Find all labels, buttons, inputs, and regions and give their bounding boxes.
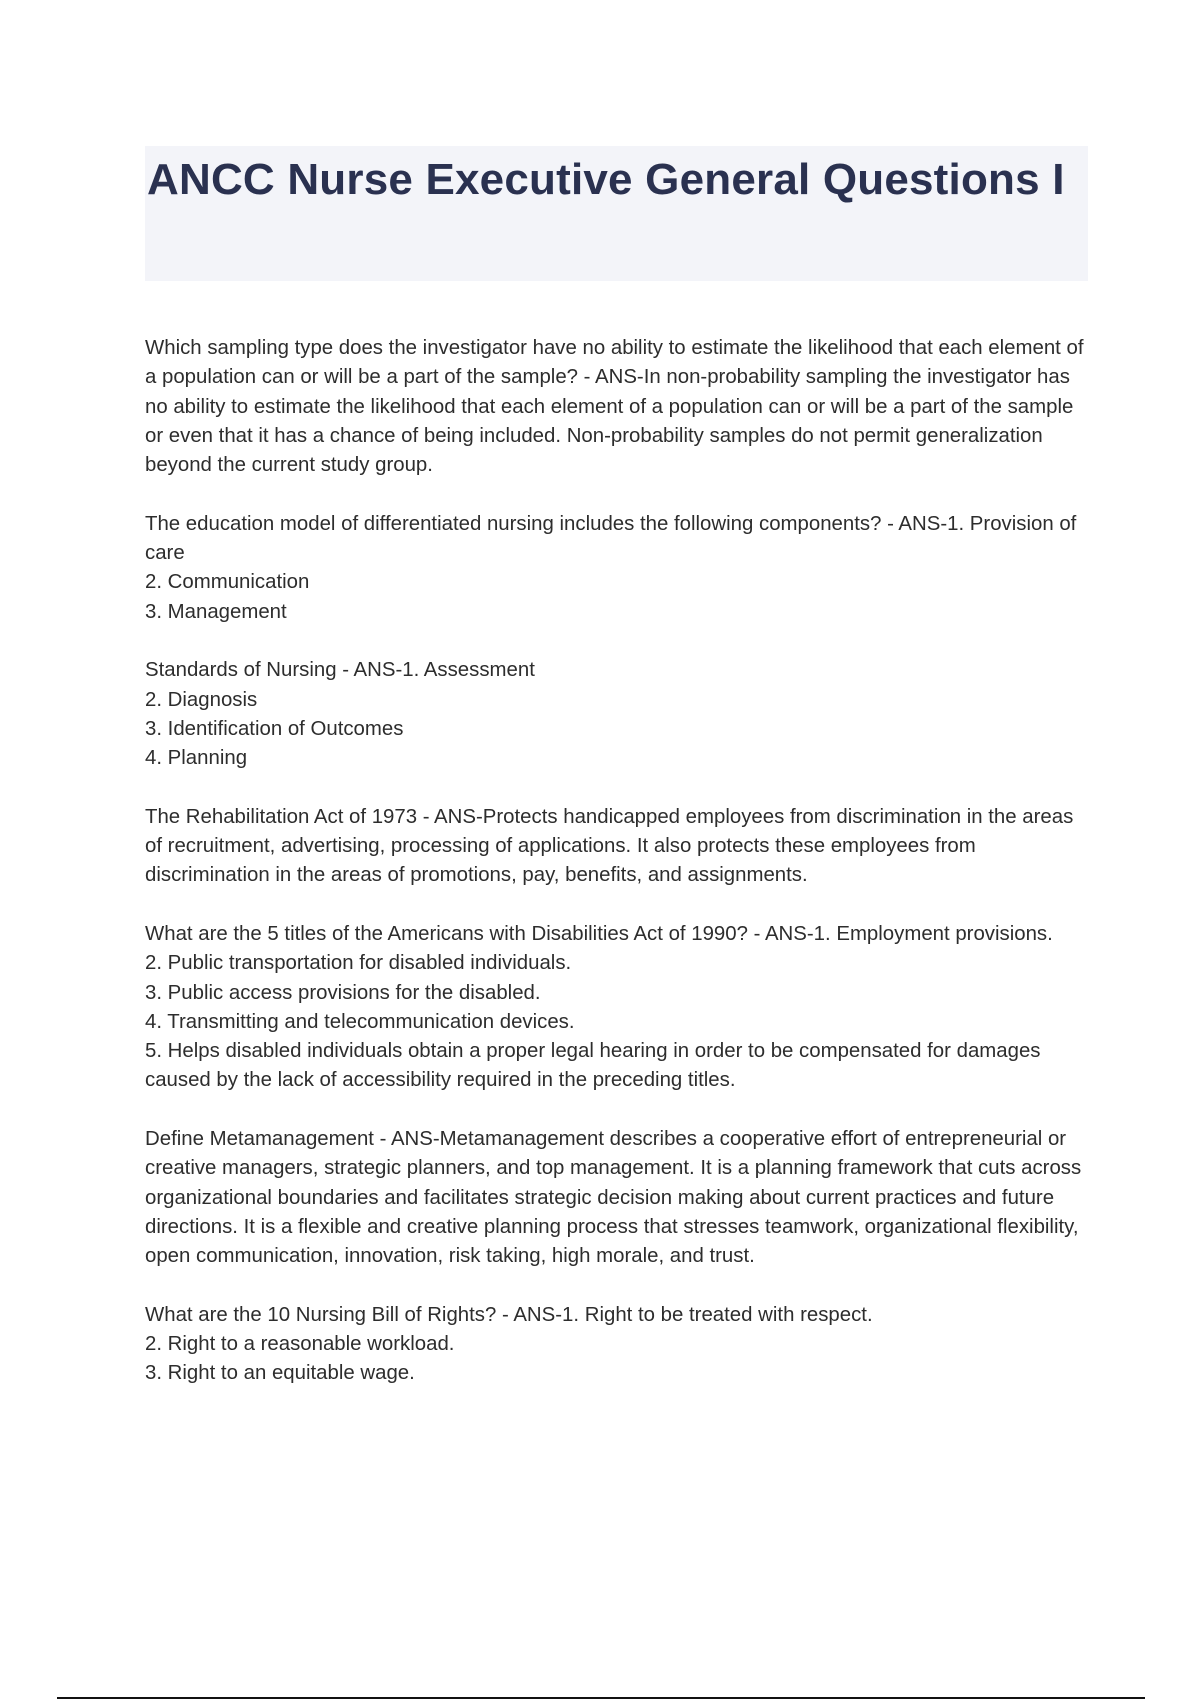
qa-entry-sampling: Which sampling type does the investigator have no ability to estimate the likelihood that each element of a population can or will be a part of the sample? - ANS-In non-probability sampling the investigator has no ability to estimate the likelihood that each element of a population can or will be a part of the sample or even that it has a chance of being included. Non-probability samples do not permit generalization beyond the current study group. bbox=[145, 337, 1084, 477]
qa-entry-rehabilitation-act: The Rehabilitation Act of 1973 - ANS-Protects handicapped employees from discrimination in the areas of recruitment, advertising, processing of applications. It also protects these employees from discrimination in the areas of promotions, pay, benefits, and assignments. bbox=[145, 805, 1074, 887]
qa-entry-nursing-bill-of-rights: What are the 10 Nursing Bill of Rights? - ANS-1. Right to be treated with respect. 2. Right to a reasonable workload. 3. Right to an equitable wage. bbox=[145, 1303, 873, 1385]
document-body bbox=[145, 334, 1095, 1418]
qa-entry-standards-of-nursing: Standards of Nursing - ANS-1. Assessment 2. Diagnosis 3. Identification of Outcomes 4. Planning bbox=[145, 659, 535, 770]
qa-entry-ada-titles: What are the 5 titles of the Americans with Disabilities Act of 1990? - ANS-1. Employment provisions. 2. Public transportation for disabled individuals. 3. Public access provisions for the disabled. 4. Transmitting and telecommunication devices. 5. Helps disabled individuals obtain a proper legal hearing in order to be compensated for damages caused by the lack of accessibility required in the preceding titles. bbox=[145, 922, 1053, 1092]
qa-entry-education-model: The education model of differentiated nursing includes the following components? - ANS-1. Provision of care 2. Communication 3. Management bbox=[145, 512, 1077, 623]
page-bottom-divider bbox=[57, 1697, 1145, 1699]
qa-entry-metamanagement: Define Metamanagement - ANS-Metamanagement describes a cooperative effort of entrepreneurial or creative managers, strategic planners, and top management. It is a planning framework that cuts across organizational boundaries and facilitates strategic decision making about current practices and future directions. It is a flexible and creative planning process that stresses teamwork, organizational flexibility, open communication, innovation, risk taking, high morale, and trust. bbox=[145, 1128, 1082, 1268]
title-banner bbox=[145, 146, 1088, 281]
page-title: ANCC Nurse Executive General Questions I bbox=[147, 155, 1065, 204]
